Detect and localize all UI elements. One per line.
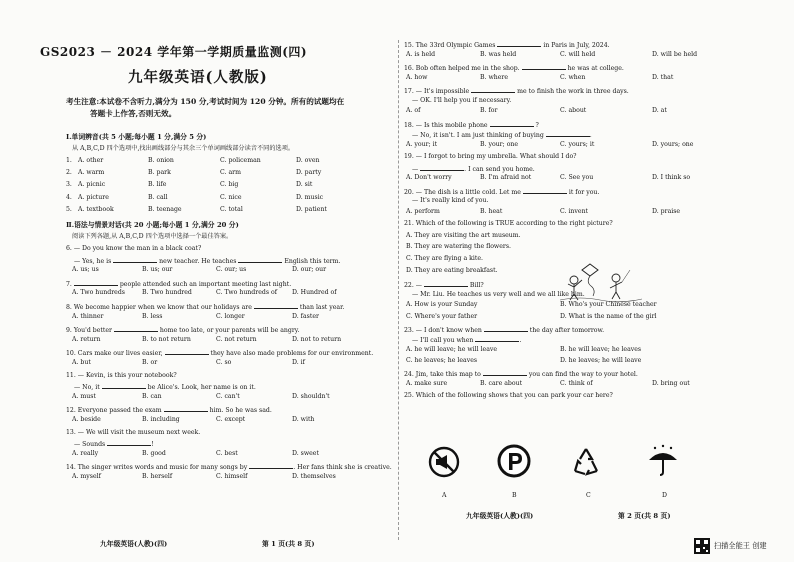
question-23-option-b: B. he will leave; he leaves	[560, 346, 642, 353]
question-13-stem: — Sounds !	[74, 441, 154, 449]
exam-subject: 九年级英语(人教版)	[128, 69, 268, 86]
question-18-option-b: B. your; one	[480, 140, 519, 148]
question-19-option-d: D. I think so	[652, 174, 691, 182]
question-20-option-a: A. perform	[406, 208, 440, 215]
question-19-option-c: C. See you	[560, 174, 594, 182]
question-19-stem: — . I can send you home.	[412, 165, 535, 173]
part1-option-a: A. picture	[78, 193, 109, 201]
question-23-stem: 23. — I don't know when the day after tomorrow.	[404, 326, 605, 334]
question-16-option-c: C. when	[560, 73, 586, 81]
question-23-option-d: D. he leaves; he will leave	[560, 357, 642, 365]
question-20-stem: 20. — The dish is a little cold. Let me it for you.	[404, 188, 600, 196]
part1-option-d: D. music	[296, 193, 324, 201]
part1-item-number: 4.	[66, 193, 72, 201]
question-19-stem: 19. — I forgot to bring my umbrella. What should I do?	[404, 153, 577, 161]
question-18-stem: 18. — Is this mobile phone ?	[404, 121, 539, 129]
question-11-option-b: B. can	[142, 392, 162, 400]
question-18-option-a: A. your; it	[406, 140, 438, 148]
question-22-stem: — Mr. Liu. He teaches us very well and we all like him.	[412, 290, 585, 298]
question-16-option-d: D. that	[652, 73, 674, 81]
question-20-option-b: B. heat	[480, 208, 503, 215]
question-8-option-a: A. thinner	[72, 312, 104, 320]
question-24-option-d: D. bring out	[652, 380, 690, 387]
qr-code-icon	[694, 538, 710, 554]
question-11-option-a: A. must	[72, 392, 96, 400]
question-20-option-c: C. invent	[560, 208, 589, 215]
question-21-option: B. They are watering the flowers.	[406, 243, 511, 251]
question-6-stem: — Yes, he is new teacher. He teaches English this term.	[74, 257, 341, 265]
question-6-option-d: D. our; our	[292, 266, 327, 274]
question-11-option-d: D. shouldn't	[292, 392, 330, 400]
part1-option-a: A. warm	[78, 169, 105, 177]
question-8-stem: 8. We become happier when we know that our holidays are than last year.	[66, 304, 345, 311]
question-15-option-c: C. will held	[560, 50, 596, 58]
footer-left-page: 第 1 页(共 8 页)	[262, 540, 315, 548]
right-column	[400, 0, 794, 562]
question-22-stem: 22. — Bill?	[404, 282, 484, 290]
question-17-option-a: A. of	[406, 107, 421, 115]
question-7-option-a: A. Two hundreds	[72, 289, 125, 297]
part1-option-c: C. policeman	[220, 157, 261, 164]
question-13-option-b: B. good	[142, 449, 166, 457]
question-14-option-c: C. himself	[216, 473, 248, 480]
question-14-stem: 14. The singer writes words and music for many songs by . Her fans think she is creative.	[66, 464, 392, 472]
question-9-option-d: D. not to return	[292, 335, 342, 343]
question-6-stem: 6. — Do you know the man in a black coat?	[66, 245, 202, 252]
question-7-option-d: D. Hundred of	[292, 289, 337, 297]
question-21-option: D. They are eating breakfast.	[406, 266, 498, 274]
footer-left-title: 九年级英语(人教)(四)	[100, 540, 168, 548]
question-16-option-b: B. where	[480, 73, 509, 81]
part1-option-b: B. call	[148, 193, 168, 201]
part1-option-c: C. big	[220, 181, 239, 189]
question-22-option-c: C. Where's your father	[406, 312, 478, 320]
question-9-option-a: A. return	[72, 335, 101, 343]
part1-option-a: A. textbook	[78, 205, 114, 213]
parking-sign-icon	[497, 444, 531, 478]
question-23-stem: — I'll call you when .	[412, 337, 522, 345]
question-14-option-b: B. herself	[142, 473, 173, 480]
no-horn-sign-icon	[428, 446, 460, 478]
question-18-stem: — No, it isn't. I am just thinking of buying .	[412, 132, 592, 140]
question-10-stem: 10. Cars make our lives easier, they have also made problems for our environment.	[66, 350, 374, 358]
part1-option-d: D. patient	[296, 205, 327, 213]
question-12-option-c: C. except	[216, 416, 246, 423]
question-24-option-c: C. think of	[560, 380, 593, 387]
part1-option-a: A. other	[78, 157, 104, 164]
question-21-option: A. They are visiting the art museum.	[406, 231, 521, 239]
question-9-stem: 9. You'd better home too late, or your parents will be angry.	[66, 327, 300, 335]
question-10-option-d: D. if	[292, 359, 305, 366]
question-7-option-c: C. Two hundreds of	[216, 289, 277, 297]
question-19-option-a: A. Don't worry	[406, 174, 452, 182]
question-15-option-a: A. is held	[406, 50, 436, 58]
part1-option-b: B. park	[148, 169, 171, 177]
question-21-option: C. They are flying a kite.	[406, 255, 483, 262]
footer-right-title: 九年级英语(人教)(四)	[466, 512, 534, 520]
question-25-label: C	[586, 492, 591, 499]
question-21-stem: 21. Which of the following is TRUE according to the right picture?	[404, 220, 613, 228]
question-16-stem: 16. Bob often helped me in the shop. he was at college.	[404, 65, 624, 72]
scanner-watermark: 扫描全能王 创建	[714, 541, 767, 550]
question-20-option-d: D. praise	[652, 208, 681, 215]
question-8-option-b: B. less	[142, 312, 163, 320]
part1-option-c: C. nice	[220, 193, 242, 201]
question-25-label: D	[662, 492, 667, 499]
question-12-option-d: D. with	[292, 416, 315, 423]
exam-title: GS2023 － 2024 学年第一学期质量监测(四)	[40, 45, 308, 59]
question-14-option-d: D. themselves	[292, 473, 336, 480]
question-25-label: B	[512, 492, 517, 499]
part1-option-b: B. life	[148, 181, 167, 189]
question-6-option-a: A. us; us	[72, 266, 99, 274]
question-15-stem: 15. The 33rd Olympic Games in Paris in July, 2024.	[404, 42, 610, 49]
part1-item-number: 5.	[66, 205, 72, 213]
part1-item-number: 2.	[66, 169, 72, 177]
question-13-stem: 13. — We will visit the museum next week.	[66, 428, 201, 436]
question-11-stem: 11. — Kevin, is this your notebook?	[66, 371, 177, 379]
part1-option-d: D. sit	[296, 181, 313, 189]
question-13-option-a: A. really	[72, 449, 99, 457]
column-divider	[398, 40, 399, 540]
part1-option-d: D. party	[296, 169, 322, 177]
question-8-option-d: D. faster	[292, 312, 319, 320]
part1-instruction: 从 A,B,C,D 四个选项中,找出画线部分与其余三个单词画线部分读音不同的选项。	[72, 145, 295, 152]
question-17-option-d: D. at	[652, 107, 667, 115]
question-14-option-a: A. myself	[72, 473, 101, 480]
question-10-option-c: C. so	[216, 359, 232, 366]
question-19-option-b: B. I'm afraid not	[480, 174, 532, 182]
question-24-stem: 24. Jim, take this map to you can find the way to your hotel.	[404, 371, 638, 379]
part1-item-number: 1.	[66, 157, 72, 164]
question-24-option-b: B. care about	[480, 380, 523, 387]
question-17-option-c: C. about	[560, 107, 587, 115]
question-17-option-b: B. for	[480, 107, 498, 115]
question-6-option-c: C. our; us	[216, 266, 247, 274]
question-18-option-d: D. yours; one	[652, 140, 694, 148]
notice-line-2: 答题卡上作答,否则无效。	[90, 109, 177, 118]
recycle-sign-icon	[570, 446, 602, 478]
question-15-option-d: D. will be held	[652, 50, 698, 58]
notice-line-1: 考生注意:本试卷不含听力,满分为 150 分,考试时间为 120 分钟。所有的试题均在	[66, 97, 345, 106]
question-22-option-a: A. How is your Sunday	[406, 301, 478, 309]
question-6-option-b: B. us; our	[142, 266, 173, 274]
part1-option-a: A. picnic	[78, 181, 106, 189]
question-23-option-c: C. he leaves; he leaves	[406, 357, 478, 365]
question-18-option-c: C. yours; it	[560, 140, 595, 148]
part1-option-b: B. onion	[148, 157, 174, 164]
question-7-option-b: B. Two hundred	[142, 289, 192, 297]
kite-flying-picture	[560, 262, 642, 302]
question-12-option-a: A. beside	[72, 416, 101, 423]
question-12-stem: 12. Everyone passed the exam him. So he was sad.	[66, 407, 272, 415]
question-8-option-c: C. longer	[216, 312, 245, 320]
part2-instruction: 阅读下列各题,从 A,B,C,D 四个选项中选择一个最佳答案。	[72, 233, 233, 240]
part1-option-c: C. total	[220, 205, 243, 213]
question-15-option-b: B. was held	[480, 50, 517, 58]
question-22-option-d: D. What is the name of the girl	[560, 312, 657, 320]
question-10-option-b: B. or	[142, 359, 158, 366]
question-22-option-b: B. Who's your Chinese teacher	[560, 301, 657, 309]
question-13-option-c: C. best	[216, 449, 238, 457]
footer-right-page: 第 2 页(共 8 页)	[618, 512, 671, 520]
part1-option-b: B. teenage	[148, 205, 182, 213]
question-7-stem: 7. people attended such an important meeting last night.	[66, 280, 292, 288]
question-11-option-c: C. can't	[216, 392, 240, 400]
question-9-option-b: B. to not return	[142, 335, 191, 343]
question-13-option-d: D. sweet	[292, 449, 319, 457]
part1-item-number: 3.	[66, 181, 72, 189]
question-24-option-a: A. make sure	[406, 380, 448, 387]
question-25-stem: 25. Which of the following shows that you can park your car here?	[404, 392, 613, 400]
question-23-option-a: A. he will leave; he will leave	[406, 346, 498, 353]
question-17-stem: 17. — It's impossible me to finish the work in three days.	[404, 88, 629, 95]
question-11-stem: — No, it be Alice's. Look, her name is on it.	[74, 384, 256, 392]
question-17-stem: — OK. I'll help you if necessary.	[412, 96, 512, 104]
question-10-option-a: A. but	[72, 359, 91, 366]
part1-heading: Ⅰ.单词辨音(共 5 小题;每小题 1 分,满分 5 分)	[66, 133, 207, 141]
question-9-option-c: C. not return	[216, 335, 257, 343]
part1-option-d: D. oven	[296, 157, 320, 164]
question-12-option-b: B. including	[142, 416, 180, 423]
part2-heading: Ⅱ.语法与情景对话(共 20 小题;每小题 1 分,满分 20 分)	[66, 221, 239, 229]
question-20-stem: — It's really kind of you.	[412, 197, 489, 205]
question-25-label: A	[442, 492, 447, 499]
part1-option-c: C. arm	[220, 169, 241, 177]
question-16-option-a: A. how	[406, 73, 428, 81]
keep-dry-umbrella-sign-icon	[646, 444, 680, 478]
